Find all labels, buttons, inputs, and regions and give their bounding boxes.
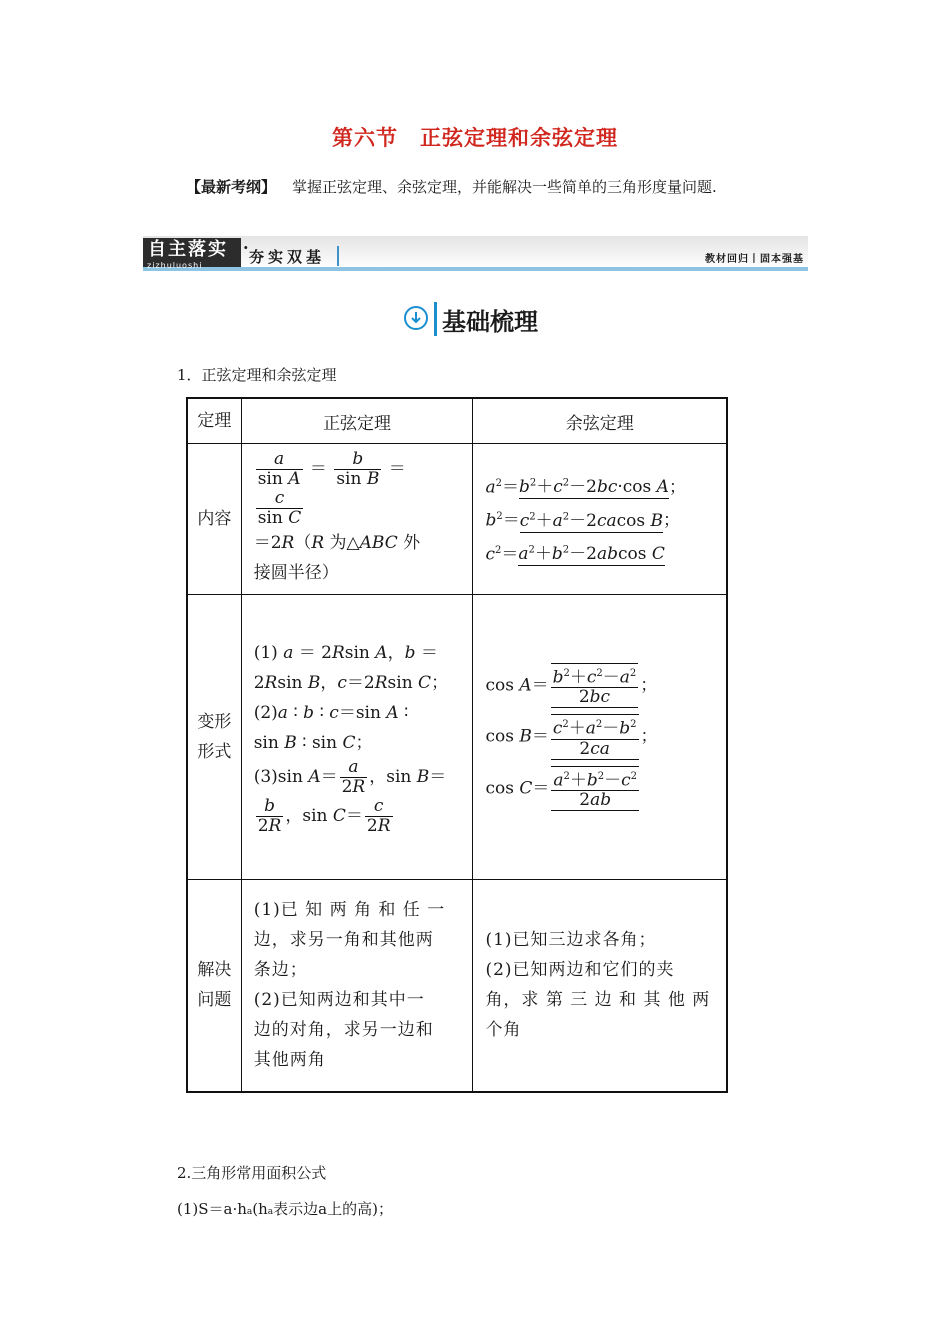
title-section-number: 第六节: [332, 125, 398, 150]
cosine-law-content: $a^2=b^2+c^2-2bc\cdot\cos$ A； $b^2=c^2+a^2-2cacos$ B； $c^2=a^2+b^2-2abcos$ C: [473, 444, 727, 595]
table-row-content: [187, 444, 727, 595]
table-row-solve: [187, 880, 727, 1092]
table-row-transform: [187, 595, 727, 880]
item-2-formula-1: (1)S＝a·ha(ha表示边a上的高)；: [177, 1200, 393, 1218]
down-arrow-circle-icon: [404, 306, 428, 330]
header-cosine-law: 余弦定理: [473, 398, 727, 444]
theorem-table: [186, 397, 728, 1093]
sine-law-transform: (1) a ＝ 2Rsin A，b ＝ 2Rsin B，c＝2Rsin C； (2)a ∶ b ∶ c＝sin A ∶ sin B ∶ sin C； (3)sin A＝ $\frac{a}{2R}$ ，sin B＝ $\frac{b}{2R}$ ，sin C＝ $\frac{c}{2R}$: [241, 595, 473, 880]
item-1-heading: 1．正弦定理和余弦定理: [177, 366, 337, 384]
row-label-content: 内容: [187, 444, 241, 595]
header-sine-law: 正弦定理: [241, 398, 473, 444]
outline-text: 掌握正弦定理、余弦定理，并能解决一些简单的三角形度量问题.: [292, 178, 717, 196]
page-title: [0, 122, 950, 152]
table-header-row: [187, 398, 727, 444]
exam-outline: [186, 176, 717, 197]
header-theorem: 定理: [187, 398, 241, 444]
banner-right-label: 教材回归丨固本强基: [705, 254, 804, 265]
outline-label: 【最新考纲】: [186, 178, 277, 196]
banner-pinyin: zizhuluoshi: [147, 261, 203, 270]
section-banner: 自主落实 zizhuluoshi · 夯实双基 教材回归丨固本强基: [143, 236, 808, 272]
banner-subtitle: 夯实双基: [249, 248, 326, 266]
row-label-transform: 变形 形式: [187, 595, 241, 880]
sine-law-solve: (1)已 知 两 角 和 任 一 边，求另一角和其他两 条边； (2)已知两边和其中一 边的对角，求另一边和 其他两角: [241, 880, 473, 1092]
banner-tag: 自主落实: [143, 238, 241, 267]
cosine-law-solve: (1)已知三边求各角； (2)已知两边和它们的夹 角，求 第 三 边 和 其 他 两 个角: [473, 880, 727, 1092]
cosine-law-transform: cos A＝ $\frac{b^2+c^2-a^2}{2bc}$ ； cos B＝ $\frac{c^2+a^2-b^2}{2ca}$ ； cos C＝ $\frac{a^2+b^2-c^2}{2ab}$: [473, 595, 727, 880]
section-heading-text: 基础梳理: [442, 308, 538, 336]
title-topic: 正弦定理和余弦定理: [420, 125, 618, 150]
row-label-solve: 解决 问题: [187, 880, 241, 1092]
sine-law-content: $\frac{a}{\text{sin A}}$ ＝ $\frac{b}{\text{sin B}}$ ＝ $\frac{c}{\text{sin C}}$ ＝2R（R 为△ABC 外 接圆半径）: [241, 444, 473, 595]
item-2-heading: 2.三角形常用面积公式: [177, 1164, 327, 1182]
